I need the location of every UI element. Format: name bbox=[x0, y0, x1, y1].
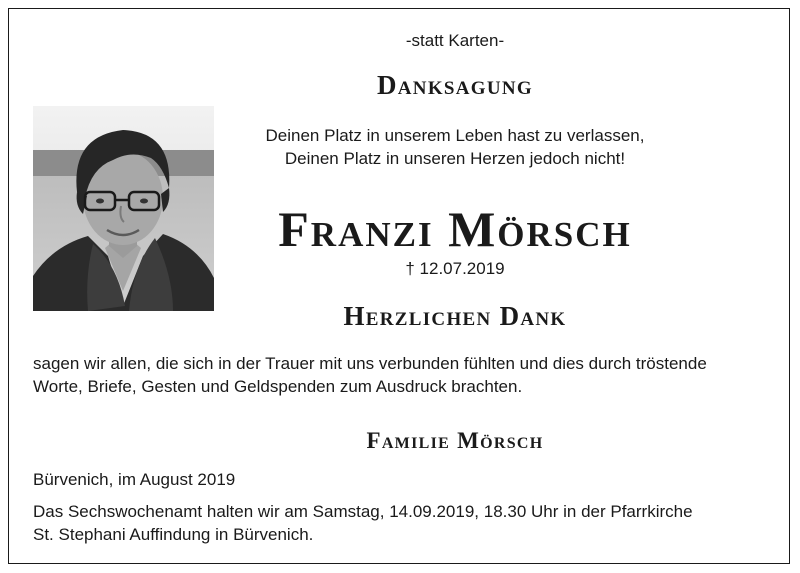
portrait-photo bbox=[33, 106, 214, 311]
verse-line: Deinen Platz in unserem Leben hast zu verlassen, bbox=[265, 126, 645, 145]
service-info bbox=[33, 500, 773, 546]
verse-line: Deinen Platz in unseren Herzen jedoch nicht! bbox=[284, 149, 626, 168]
family-signature: Familie Mörsch bbox=[366, 428, 544, 453]
service-line: St. Stephani Auffindung in Bürvenich. bbox=[33, 525, 314, 544]
page-title: Danksagung bbox=[376, 70, 533, 100]
deceased-name: Franzi Mörsch bbox=[278, 201, 632, 257]
thanks-text bbox=[33, 352, 773, 398]
verse bbox=[250, 124, 660, 170]
place-date: Bürvenich, im August 2019 bbox=[33, 470, 236, 489]
thanks-heading: Herzlichen Dank bbox=[343, 301, 567, 331]
service-line: Das Sechswochenamt halten wir am Samstag, 14.09.2019, 18.30 Uhr in der Pfarrkirche bbox=[33, 502, 693, 521]
intro-text: -statt Karten- bbox=[405, 31, 505, 50]
thanks-text-line: sagen wir allen, die sich in der Trauer mit uns verbunden fühlten und dies durch tröstende bbox=[33, 354, 707, 373]
thanks-text-line: Worte, Briefe, Gesten und Geldspenden zum Ausdruck brachten. bbox=[33, 377, 523, 396]
death-date: † 12.07.2019 bbox=[405, 259, 505, 278]
